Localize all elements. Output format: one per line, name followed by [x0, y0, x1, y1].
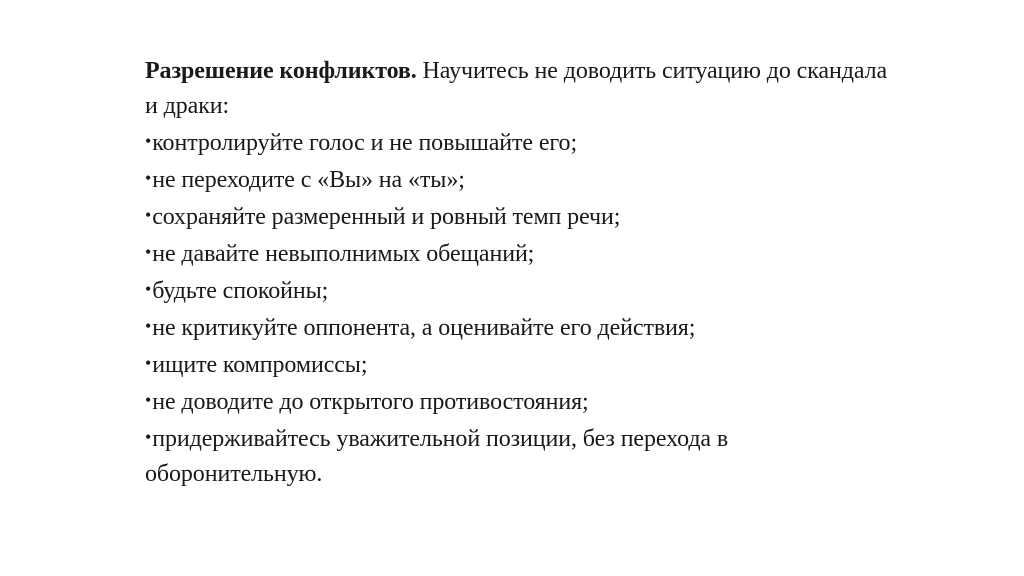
- list-item: [145, 346, 905, 383]
- bullet-list: [145, 124, 905, 492]
- bullet-icon: •: [145, 279, 152, 299]
- bullet-icon: •: [145, 205, 152, 225]
- slide-text-block: [145, 54, 905, 492]
- list-item: [145, 272, 905, 309]
- heading-bold-title: Разрешение конфликтов.: [145, 58, 417, 84]
- list-item: [145, 420, 905, 492]
- bullet-icon: •: [145, 242, 152, 262]
- bullet-icon: •: [145, 131, 152, 151]
- bullet-icon: •: [145, 353, 152, 373]
- list-item: [145, 198, 905, 235]
- heading-intro-text: Научитесь не доводить ситуацию до скандала и драки:: [145, 58, 888, 119]
- bullet-text: не доводите до открытого противостояния;: [152, 389, 589, 415]
- list-item: [145, 161, 905, 198]
- slide-heading: [145, 54, 905, 124]
- bullet-text: будьте спокойны;: [152, 278, 329, 304]
- list-item: [145, 309, 905, 346]
- bullet-text: не давайте невыполнимых обещаний;: [152, 241, 535, 267]
- bullet-text: контролируйте голос и не повышайте его;: [152, 130, 578, 156]
- list-item: [145, 235, 905, 272]
- bullet-text: не переходите с «Вы» на «ты»;: [152, 167, 465, 193]
- bullet-text: придерживайтесь уважительной позиции, без перехода в оборонительную.: [145, 426, 729, 487]
- list-item: [145, 383, 905, 420]
- bullet-icon: •: [145, 390, 152, 410]
- bullet-text: ищите компромиссы;: [152, 352, 368, 378]
- bullet-icon: •: [145, 427, 152, 447]
- bullet-text: сохраняйте размеренный и ровный темп речи;: [152, 204, 621, 230]
- bullet-icon: •: [145, 168, 152, 188]
- list-item: [145, 124, 905, 161]
- bullet-text: не критикуйте оппонента, а оценивайте его действия;: [152, 315, 696, 341]
- bullet-icon: •: [145, 316, 152, 336]
